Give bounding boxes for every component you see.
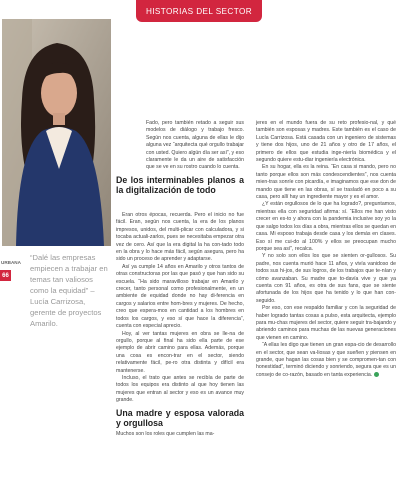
portrait-image	[2, 19, 111, 246]
col1-paragraph: Incluso, el trato que antes se recibía de parte de todos los equipos era distinto al que hoy tienen las mujeres que entran al sector y eso es un avance muy grande.	[116, 374, 244, 404]
intro-paragraph: Fado, pero también retado a seguir sus modelos de diálogo y trabajo fresco. Según nos cuenta, alguna de ellas le dijo alguna vez “arquitecta qué orgullo trabajar con usted. Quiero algún día ser así”, y eso claramente le da un aire de satisfacción que se ve en su rostro cuando lo cuenta.	[146, 120, 244, 171]
col2-paragraph: En su hogar, ella es la reina. “En casa si mando, pero no tanto porque ellos son más condescendientes”, nos cuenta mien-tras sonríe con picardía, e imaginamos que ese don de mando que tiene en las obras, sí se trasladó en poco a su casa, pero allí hay un ingrediente mayor y es el amor.	[256, 164, 396, 201]
col1-paragraph: Eran otros épocas, recuerda. Pero el inicio no fue fácil. Eran, según nos cuenta, la era de los planos impresos, unidos, del multi-plicar con calculadora, y si tocaba actuali-zarlos, pues se necesitaba empezar otra vez de cero. Así que la era digital la ha con-tado todo en la obra y lo hace más fácil, según asegura, pero ha sido un proceso de aprender y adaptarse.	[116, 212, 244, 263]
col1-paragraph: Hoy, al ver tantas mujeres en obra se lle-na de orgullo, porque al final ha sido ella parte de ese ejemplo de abrir camino para ellas. Además, porque una cosa es encon-trar en el sector, siendo relativamente fácil, pe-ro otra distinta y difícil era mantenerse.	[116, 330, 244, 374]
end-mark-icon	[374, 372, 379, 377]
col2-last-paragraph-wrap	[256, 342, 396, 379]
portrait-photo	[2, 19, 111, 246]
col2-paragraph: jeres en el mundo fuera de su reto profesio-nal, y qué también son esposas y madres. Este también es el caso de Lucía Carrizosa. Está casada con un ingeniero de sistemas y tiene dos hijos, uno de 21 años y otro de 17 años, el primero de ellos que estudia inge-niería biomédica y el segundo quiere estu-diar ingeniería electrónica.	[256, 120, 396, 164]
col2-paragraph: ¿Y están orgullosos de lo que ha logrado?, preguntamos, mientras ella con seguridad afirma: sí. “Ellos me han visto crecer en es-to y ahora con la pandemia inclusive soy yo la que salgo todos los días a obra, mientras ellos se quedan en casa. Mi esposo trabaja desde casa y los demás en clases. Eso sí me cui-do al 100% y ellos se preocupan mucho porque sea así”, recalca.	[256, 201, 396, 252]
article-column-2	[256, 120, 396, 379]
page-number: 66	[0, 270, 11, 281]
article-heading-1: De los interminables planos a la digitalización de todo	[116, 174, 244, 195]
col1-paragraph: Así ya cumple 14 años en Amarilo y otros tantos de otras constructoras por las que pasó y que han sido su escuela. “Ha sido maravilloso trabajar en Amarilo y crecer, tanto personal como profesionalmente, en un ambiente de equidad donde no hay di-ferencia en cargos y salarios entre hom-bres y mujeres. De hecho, creo que espera-mos en cantidad a los hombres en todos los cargos, y eso sí que hace la diferencia”, cuenta con especial aprecio.	[116, 263, 244, 330]
article-column-1	[116, 212, 244, 438]
col2-paragraph: Y no solo son ellos los que se sienten or-gullosos. Su padre, nos cuenta murió hace 11 años, y vivía vanidoso de todos sus hi-jos, de sus logros, de los trabajos que te-nían y cómo avanzaban. Su madre que to-davía vive y que ya cuenta con 91 años, es otra de sus fans, que se siente afortunada de los hijos que ha tenido y lo que han con-seguido.	[256, 253, 396, 304]
article-intro	[116, 120, 244, 198]
section-header: HISTORIAS DEL SECTOR	[136, 0, 262, 22]
section-side-label: URBANA	[1, 260, 21, 265]
col2-paragraph: Por eso, con ese respaldo familiar y con la seguridad de haber logrado tantas cosas a pulso, esta arquitecta, ejemplo para mu-chas mujeres del sector, quiere seguir tra-bajando y abriendo caminos para muchas de las nuevas generaciones que vienen en camino.	[256, 305, 396, 341]
col1-closing: Muchos son los roles que cumplen las ma-	[116, 430, 215, 437]
col2-paragraph: “A ellas les digo que tienen un gran espa-cio de desarrollo en el sector, que sean va-liosas y que sueñen y piensen en grande, que hagan las cosas bien y se compromen-tan con honestidad”, terminó diciendo y sonriendo, segura que es un consejo de co-razón, basado en tanta experiencia.	[256, 342, 396, 378]
pull-quote: “Dalé las empresas empiecen a trabajar en temas tan valiosos como la equidad” – Lucía Carrizosa, gerente de proyectos Amarilo.	[30, 253, 108, 328]
article-heading-2: Una madre y esposa valorada y orgullosa	[116, 407, 244, 428]
